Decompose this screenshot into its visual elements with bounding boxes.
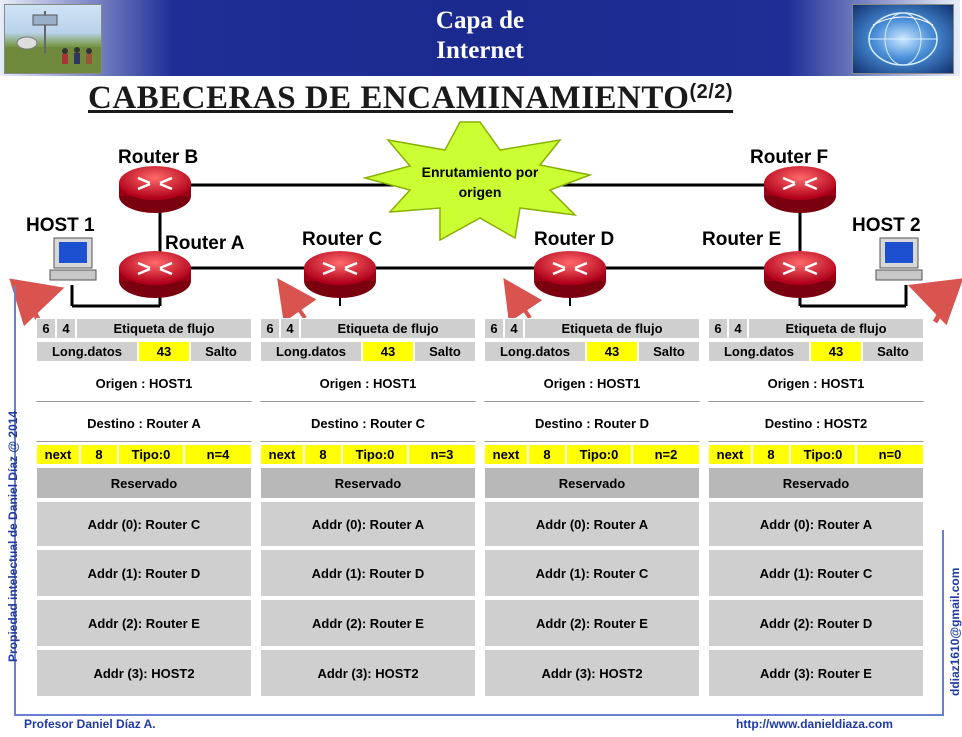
next-field: next — [36, 444, 80, 465]
flow-label-field: Etiqueta de flujo — [76, 318, 252, 339]
segments-left-field: n=4 — [184, 444, 252, 465]
footer-author: Profesor Daniel Díaz A. — [24, 717, 156, 731]
source-address: Origen : HOST1 — [260, 364, 476, 402]
flow-label-field: Etiqueta de flujo — [524, 318, 700, 339]
hop-limit-field: Salto — [638, 341, 700, 362]
header-length-field: 8 — [304, 444, 342, 465]
class-field: 4 — [728, 318, 748, 339]
next-header-field: 43 — [362, 341, 414, 362]
routing-type-field: Tipo:0 — [118, 444, 184, 465]
burst-label — [390, 162, 570, 202]
header-length-field: 8 — [80, 444, 118, 465]
version-field: 6 — [484, 318, 504, 339]
address-2: Addr (2): Router E — [36, 599, 252, 647]
segments-left-field: n=3 — [408, 444, 476, 465]
flow-label-field: Etiqueta de flujo — [300, 318, 476, 339]
payload-length-field: Long.datos — [36, 341, 138, 362]
address-3: Addr (3): Router E — [708, 649, 924, 697]
address-1: Addr (1): Router C — [484, 549, 700, 597]
router-d-label: Router D — [534, 229, 615, 250]
page-title-suffix: (2/2) — [689, 81, 734, 103]
router-b-icon — [119, 166, 191, 213]
address-2: Addr (2): Router E — [484, 599, 700, 647]
host-2-label: HOST 2 — [852, 215, 921, 236]
class-field: 4 — [56, 318, 76, 339]
header-length-field: 8 — [752, 444, 790, 465]
address-1: Addr (1): Router C — [708, 549, 924, 597]
router-c-label: Router C — [302, 229, 383, 250]
routing-type-field: Tipo:0 — [790, 444, 856, 465]
destination-address: Destino : Router A — [36, 404, 252, 442]
reserved-field: Reservado — [708, 467, 924, 499]
hop-limit-field: Salto — [190, 341, 252, 362]
source-address: Origen : HOST1 — [708, 364, 924, 402]
host-1-label: HOST 1 — [26, 215, 95, 236]
destination-address: Destino : Router D — [484, 404, 700, 442]
address-0: Addr (0): Router A — [260, 501, 476, 547]
host-1-computer-icon — [50, 238, 96, 280]
router-f-label: Router F — [750, 147, 829, 168]
burst-line2: origen — [458, 184, 502, 200]
routing-type-field: Tipo:0 — [342, 444, 408, 465]
header-title-line1: Capa de — [435, 7, 525, 34]
flow-label-field: Etiqueta de flujo — [748, 318, 924, 339]
reserved-field: Reservado — [484, 467, 700, 499]
next-field: next — [260, 444, 304, 465]
router-a-icon — [119, 251, 191, 298]
host-2-computer-icon — [876, 238, 922, 280]
next-header-field: 43 — [810, 341, 862, 362]
burst-line1: Enrutamiento por — [421, 164, 539, 180]
address-2: Addr (2): Router D — [708, 599, 924, 647]
footer-website-link[interactable]: http://www.danieldiaza.com — [736, 717, 893, 731]
routing-type-field: Tipo:0 — [566, 444, 632, 465]
address-0: Addr (0): Router A — [484, 501, 700, 547]
address-3: Addr (3): HOST2 — [260, 649, 476, 697]
next-field: next — [708, 444, 752, 465]
router-f-icon — [764, 166, 836, 213]
reserved-field: Reservado — [260, 467, 476, 499]
address-3: Addr (3): HOST2 — [36, 649, 252, 697]
address-1: Addr (1): Router D — [36, 549, 252, 597]
hop-limit-field: Salto — [414, 341, 476, 362]
class-field: 4 — [280, 318, 300, 339]
class-field: 4 — [504, 318, 524, 339]
segments-left-field: n=0 — [856, 444, 924, 465]
router-d-icon — [534, 251, 606, 298]
arrow-router-d — [510, 288, 530, 318]
source-address: Origen : HOST1 — [484, 364, 700, 402]
next-header-field: 43 — [586, 341, 638, 362]
destination-address: Destino : HOST2 — [708, 404, 924, 442]
frame-right-rule — [942, 530, 944, 716]
page-title-text: CABECERAS DE ENCAMINAMIENTO — [88, 80, 690, 116]
address-2: Addr (2): Router E — [260, 599, 476, 647]
email-vertical-text: ddiaz1610@gmail.com — [948, 567, 962, 696]
version-field: 6 — [708, 318, 728, 339]
address-0: Addr (0): Router C — [36, 501, 252, 547]
arrow-router-c — [284, 288, 305, 318]
payload-length-field: Long.datos — [484, 341, 586, 362]
router-e-icon — [764, 251, 836, 298]
router-e-label: Router E — [702, 229, 782, 250]
copyright-vertical-text: Propiedad intelectual de Daniel Díaz @ 2014 — [6, 410, 20, 662]
segments-left-field: n=2 — [632, 444, 700, 465]
header-length-field: 8 — [528, 444, 566, 465]
next-field: next — [484, 444, 528, 465]
address-1: Addr (1): Router D — [260, 549, 476, 597]
destination-address: Destino : Router C — [260, 404, 476, 442]
address-3: Addr (3): HOST2 — [484, 649, 700, 697]
version-field: 6 — [36, 318, 56, 339]
reserved-field: Reservado — [36, 467, 252, 499]
router-b-label: Router B — [118, 147, 199, 168]
source-address: Origen : HOST1 — [36, 364, 252, 402]
router-c-icon — [304, 251, 376, 298]
address-0: Addr (0): Router A — [708, 501, 924, 547]
router-a-label: Router A — [165, 233, 245, 254]
next-header-field: 43 — [138, 341, 190, 362]
hop-limit-field: Salto — [862, 341, 924, 362]
arrow-host2 — [922, 290, 940, 322]
version-field: 6 — [260, 318, 280, 339]
payload-length-field: Long.datos — [708, 341, 810, 362]
payload-length-field: Long.datos — [260, 341, 362, 362]
header-title-line2: Internet — [436, 37, 524, 64]
frame-bottom-rule — [14, 714, 944, 716]
